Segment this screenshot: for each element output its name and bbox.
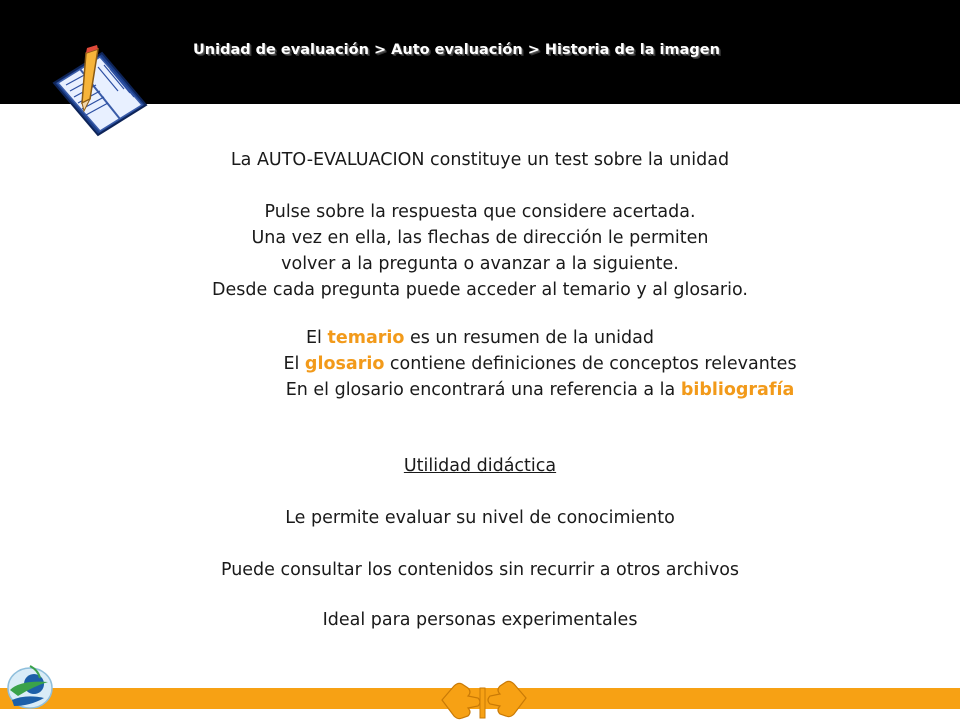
temario-pre: El: [305, 328, 328, 348]
glosario-link[interactable]: glosario: [304, 354, 385, 374]
nav-separator: [480, 688, 485, 718]
bibliografia-pre: En el glosario encontrará una referencia a la: [285, 380, 681, 400]
temario-link[interactable]: temario: [327, 328, 405, 348]
breadcrumb: Unidad de evaluación > Auto evaluación > Historia de la imagen: [193, 42, 720, 58]
intro-line-3: Una vez en ella, las flechas de dirección le permiten: [251, 228, 709, 248]
utilidad-item-2: Puede consultar los contenidos sin recurrir a otros archivos: [220, 560, 740, 580]
utilidad-title-text: Utilidad didáctica: [403, 456, 557, 476]
bibliografia-line: [60, 380, 960, 400]
temario-line: [0, 328, 960, 348]
intro-line-2: Pulse sobre la respuesta que considere acertada.: [264, 202, 696, 222]
arrow-left-icon[interactable]: [442, 683, 480, 718]
intro-line-4: volver a la pregunta o avanzar a la siguiente.: [281, 254, 679, 274]
utilidad-item-3: Ideal para personas experimentales: [322, 610, 638, 630]
bibliografia-link[interactable]: bibliografía: [680, 380, 795, 400]
globe-logo-icon: [4, 660, 54, 716]
intro-line-5: Desde cada pregunta puede acceder al temario y al glosario.: [212, 280, 748, 300]
utilidad-item-1: Le permite evaluar su nivel de conocimiento: [285, 508, 675, 528]
intro-line-1: La AUTO-EVALUACION constituye un test sobre la unidad: [230, 150, 730, 170]
glosario-line: [60, 354, 960, 374]
temario-post: es un resumen de la unidad: [404, 328, 654, 348]
glosario-pre: El: [283, 354, 305, 374]
utilidad-title: [0, 456, 960, 476]
arrow-right-icon[interactable]: [488, 681, 526, 716]
navigation-controls: [438, 678, 530, 720]
glosario-post: contiene definiciones de conceptos relevantes: [384, 354, 797, 374]
book-pencil-icon: [50, 45, 150, 137]
